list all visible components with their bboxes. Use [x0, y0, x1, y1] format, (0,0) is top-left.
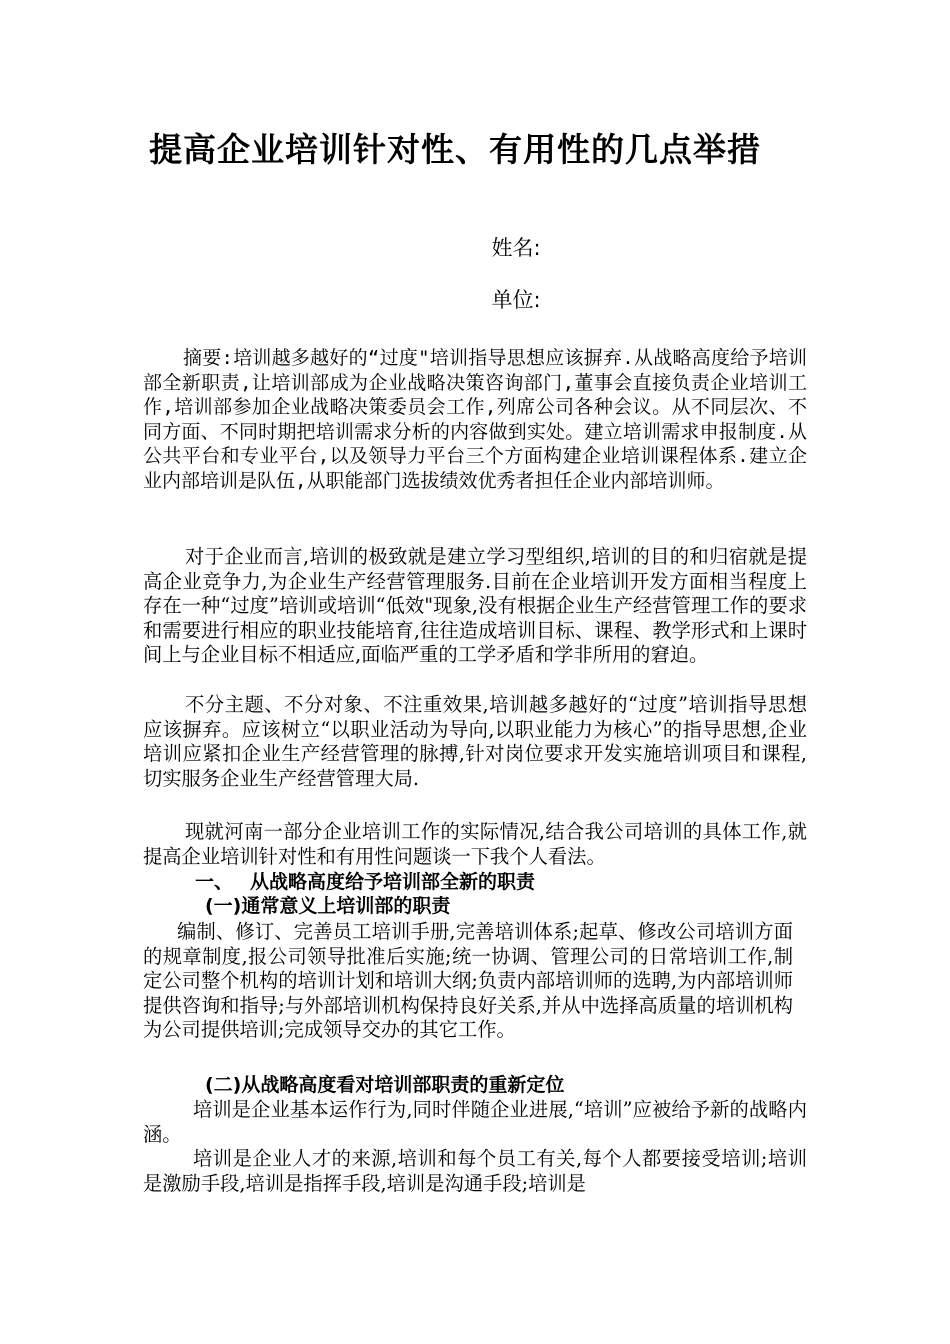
body-paragraph-5: 培训是企业基本运作行为,同时伴随企业进展,“培训”应被给予新的战略内涵。: [143, 1098, 807, 1146]
body-paragraph-1: 对于企业而言,培训的极致就是建立学习型组织,培训的目的和归宿就是提高企业竞争力,为企业生产经营管理服务.目前在企业培训开发方面相当程度上存在一种“过度”培训或培训“低效"现象,没有根据企业生产经营管理工作的要求和需要进行相应的职业技能培育,往往造成培训目标、课程、教学形式和上课时间上与企业目标不相适应,面临严重的工学矛盾和学非所用的窘迫。: [143, 545, 807, 667]
author-unit-label: 单位:: [491, 288, 541, 312]
author-name-label: 姓名:: [491, 236, 541, 260]
subsection-heading-1: (一)通常意义上培训部的职责: [205, 895, 451, 917]
section-title: 从战略高度给予培训部全新的职责: [250, 871, 536, 893]
body-paragraph-4: 编制、修订、完善员工培训手册,完善培训体系;起草、修改公司培训方面的规章制度,报公司领导批准后实施;统一协调、管理公司的日常培训工作,制定公司整个机构的培训计划和培训大纲;负责内部培训师的选聘,为内部培训师提供咨询和指导;与外部培训机构保持良好关系,并从中选择高质量的培训机构为公司提供培训;完成领导交办的其它工作。: [143, 920, 793, 1042]
section-heading-1: [195, 870, 535, 894]
subsection-heading-2: (二)从战略高度看对培训部职责的重新定位: [205, 1074, 565, 1096]
body-paragraph-3: 现就河南一部分企业培训工作的实际情况,结合我公司培训的具体工作,就提高企业培训针对性和有用性问题谈一下我个人看法。: [143, 820, 807, 868]
abstract-paragraph: 摘要:培训越多越好的“过度"培训指导思想应该摒弃.从战略高度给予培训部全新职责,让培训部成为企业战略决策咨询部门,董事会直接负责企业培训工作,培训部参加企业战略决策委员会工作,列席公司各种会议。从不同层次、不同方面、不同时期把培训需求分析的内容做到实处。建立培训需求申报制度.从公共平台和专业平台,以及领导力平台三个方面构建企业培训课程体系.建立企业内部培训是队伍,从职能部门选拔绩效优秀者担任企业内部培训师。: [143, 347, 807, 492]
body-paragraph-6: 培训是企业人才的来源,培训和每个员工有关,每个人都要接受培训;培训是激励手段,培训是指挥手段,培训是沟通手段;培训是: [143, 1147, 807, 1195]
document-title: 提高企业培训针对性、有用性的几点举措: [149, 130, 761, 169]
body-paragraph-2: 不分主题、不分对象、不注重效果,培训越多越好的“过度”培训指导思想应该摒弃。应该树立“以职业活动为导向,以职业能力为核心”的指导思想,企业培训应紧扣企业生产经营管理的脉搏,针对岗位要求开发实施培训项目和课程,切实服务企业生产经营管理大局.: [143, 693, 807, 790]
section-number: 一、: [195, 871, 234, 893]
